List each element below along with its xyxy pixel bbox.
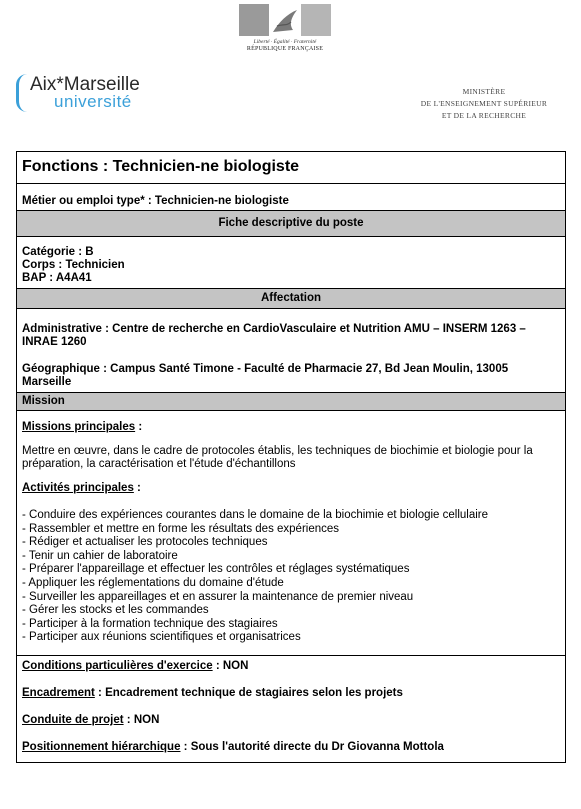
- activites-label: Activités principales: [22, 482, 134, 494]
- list-item: - Participer aux réunions scientifiques et organisatrices: [22, 631, 301, 644]
- list-item: - Gérer les stocks et les commandes: [22, 604, 209, 617]
- ministere-line: DE L'ENSEIGNEMENT SUPÉRIEUR: [420, 99, 548, 108]
- job-description-table: [16, 151, 566, 763]
- geographique-line: Géographique : Campus Santé Timone - Faculté de Pharmacie 27, Bd Jean Moulin, 13005 Marseille: [22, 363, 509, 388]
- conduite-label: Conduite de projet: [22, 713, 124, 726]
- fiche-heading: Fiche descriptive du poste: [17, 211, 565, 237]
- conditions-value: : NON: [212, 659, 249, 672]
- classification-block: [17, 237, 565, 289]
- list-item: - Rédiger et actualiser les protocoles techniques: [22, 536, 268, 549]
- amu-bracket-icon: [16, 74, 27, 112]
- ministere-line: ET DE LA RECHERCHE: [441, 111, 527, 120]
- encadrement-value: : Encadrement technique de stagiaires selon les projets: [94, 686, 403, 699]
- list-item: - Préparer l'appareillage et effectuer les contrôles et réglages systématiques: [22, 563, 410, 576]
- amu-logo-line1: Aix*Marseille: [30, 74, 140, 95]
- marianne-profile-icon: [239, 4, 331, 36]
- marianne-flag-icon: [239, 4, 331, 36]
- republique-francaise-logo: [238, 4, 332, 60]
- missions-text: Mettre en œuvre, dans le cadre de protocoles établis, les techniques de biochimie et biologie pour la préparation, la caractérisation et l'étude d'échantillons: [22, 445, 533, 470]
- metier-line: Métier ou emploi type* : Technicien-ne biologiste: [17, 184, 565, 211]
- list-item: - Rassembler et mettre en forme les résultats des expériences: [22, 522, 340, 535]
- conditions-label: Conditions particulières d'exercice: [22, 659, 213, 672]
- list-item: - Surveiller les appareillages et en assurer la maintenance de premier niveau: [22, 590, 414, 603]
- encadrement-label: Encadrement: [22, 686, 95, 699]
- list-item: - Participer à la formation technique des stagiaires: [22, 617, 278, 630]
- rf-motto: Liberté · Égalité · Fraternité: [253, 39, 317, 45]
- activites-colon: :: [133, 482, 141, 494]
- mission-heading: Mission: [17, 393, 565, 411]
- affectation-block: [17, 309, 565, 393]
- list-item: - Appliquer les réglementations du domaine d'étude: [22, 576, 284, 589]
- rf-name: RÉPUBLIQUE FRANÇAISE: [246, 46, 324, 52]
- list-item: - Tenir un cahier de laboratoire: [22, 549, 178, 562]
- conduite-value: : NON: [123, 713, 160, 726]
- ministere-heading: [399, 86, 569, 122]
- mission-block: [17, 411, 565, 656]
- positionnement-value: : Sous l'autorité directe du Dr Giovanna Mottola: [180, 740, 444, 753]
- activites-list: [22, 509, 560, 645]
- missions-colon: :: [135, 421, 143, 433]
- affectation-heading: Affectation: [17, 289, 565, 309]
- positionnement-label: Positionnement hiérarchique: [22, 740, 181, 753]
- conditions-block: [17, 656, 565, 762]
- corps-line: Corps : Technicien: [22, 259, 125, 271]
- bap-line: BAP : A4A41: [22, 272, 92, 284]
- amu-logo-line2: université: [54, 92, 132, 111]
- missions-label: Missions principales: [22, 421, 136, 433]
- page-title: Fonctions : Technicien-ne biologiste: [17, 152, 565, 184]
- aix-marseille-universite-logo: [14, 72, 154, 116]
- ministere-line: MINISTÈRE: [462, 87, 506, 96]
- list-item: - Conduire des expériences courantes dans le domaine de la biochimie et biologie cellulaire: [22, 509, 489, 521]
- categorie-line: Catégorie : B: [22, 246, 94, 258]
- administrative-line: Administrative : Centre de recherche en CardioVasculaire et Nutrition AMU – INSERM 1263 – INRAE 1260: [22, 323, 526, 348]
